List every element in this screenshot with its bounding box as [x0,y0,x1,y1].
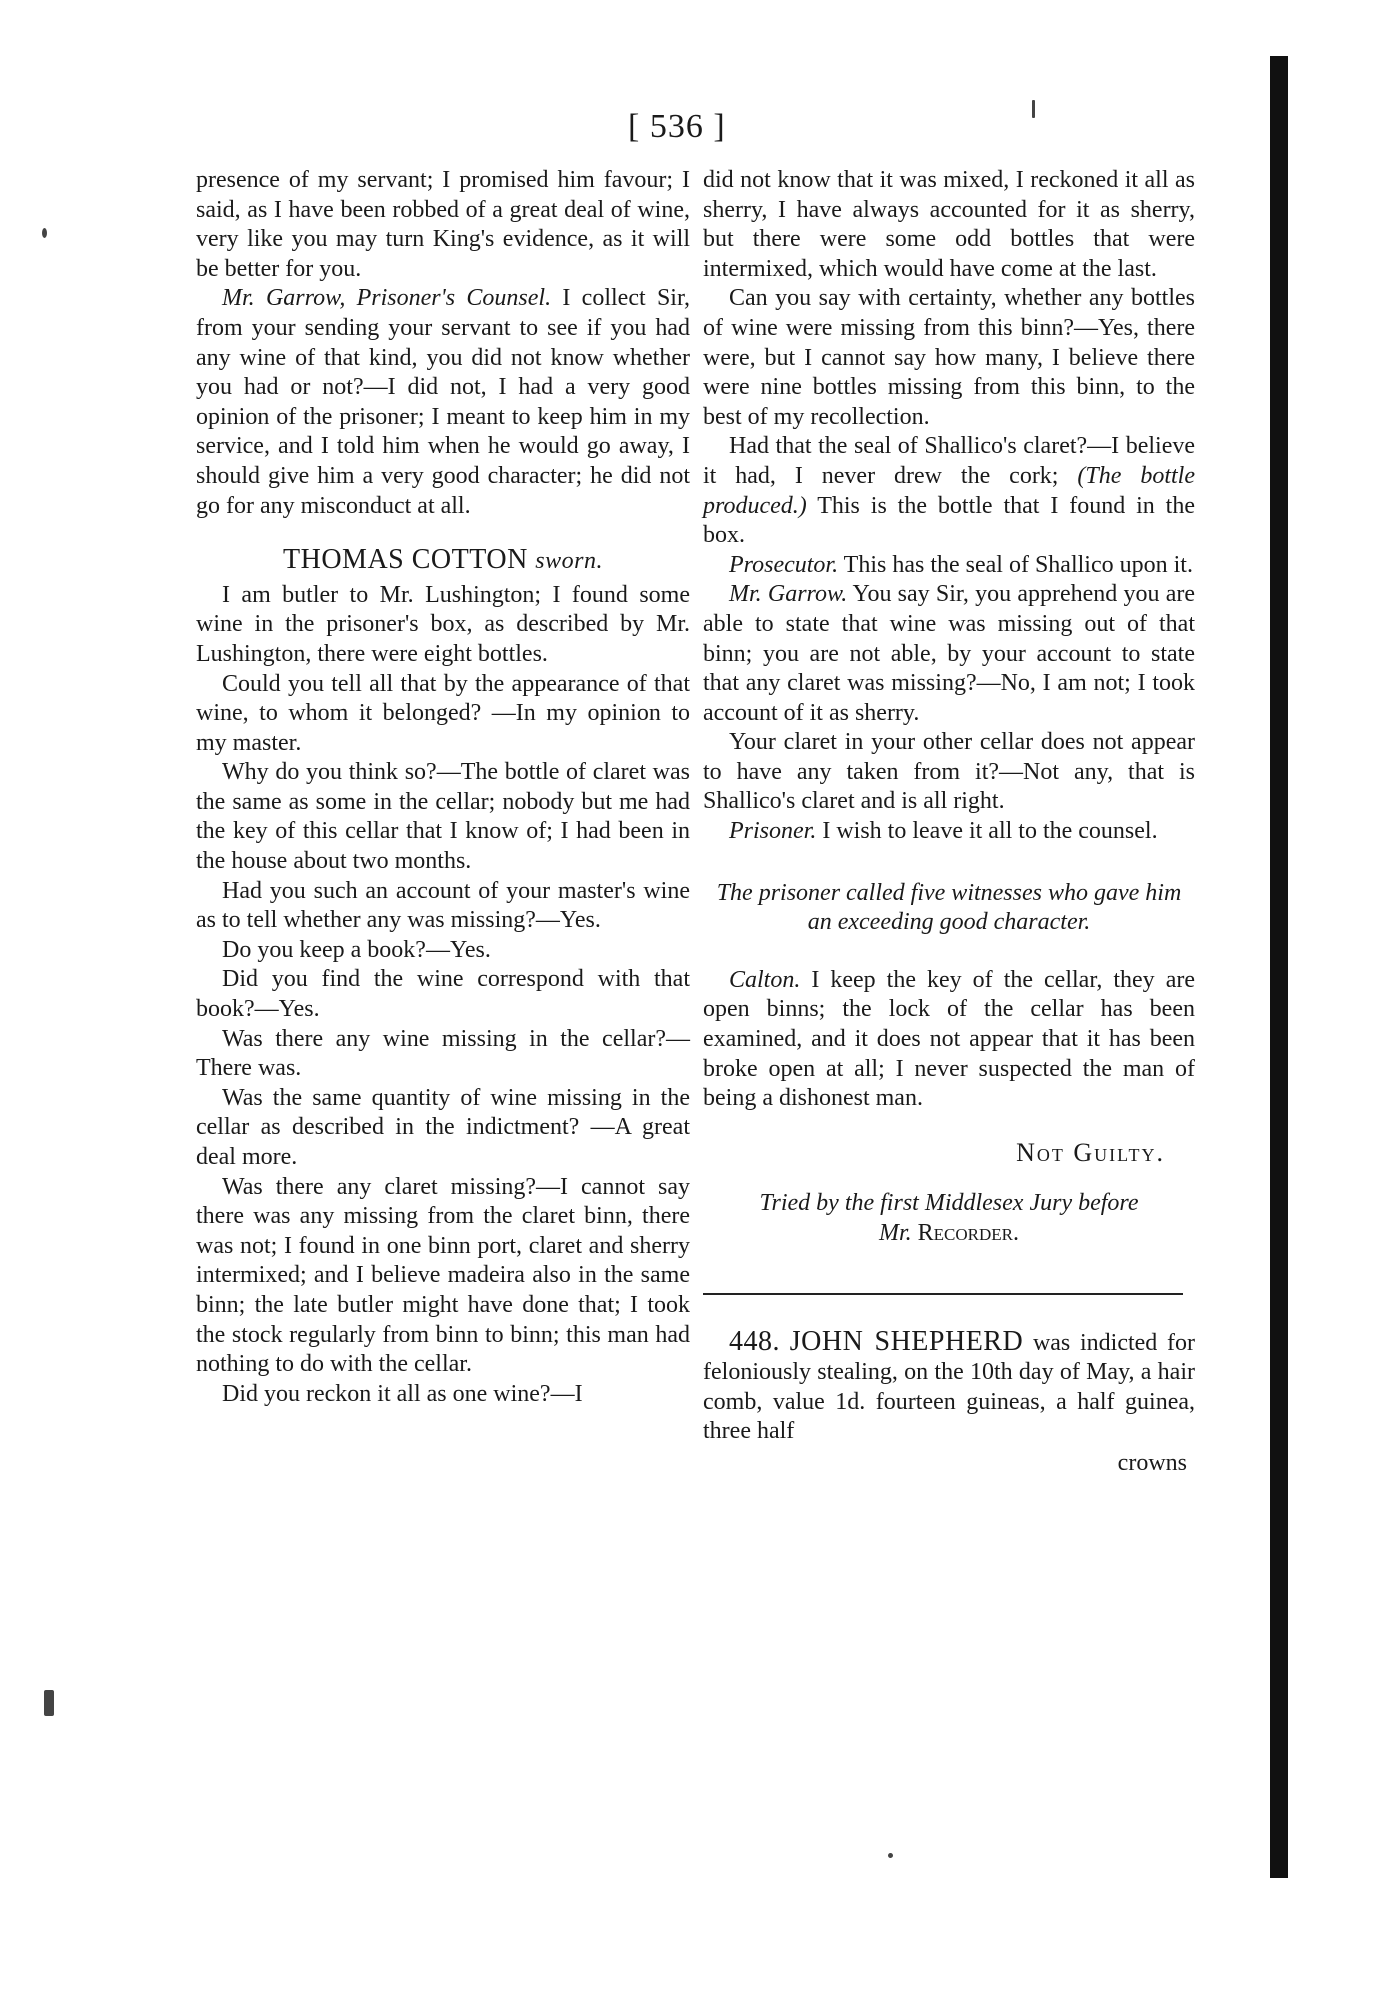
paragraph: Was there any wine missing in the cellar?—There was. [196,1025,690,1082]
case-paragraph [703,1327,1195,1447]
witness-heading [196,545,690,577]
paragraph [703,966,1195,1114]
left-column [196,166,690,1409]
sworn-label: sworn. [535,548,603,575]
paragraph-text: was indicted for feloniously stealing, on the 10th day of May, a hair comb, value 1d. fourteen guineas, a half guinea, three half [703,1329,1196,1445]
speaker-label: Mr. Garrow, Prisoner's Counsel. [222,285,552,312]
paragraph: Can you say with certainty, whether any bottles of wine were missing from this binn?—Yes, there were, but I cannot say how many, I believe there were nine bottles missing from this binn, to the best of my recollection. [703,285,1195,430]
paragraph-text: This is the bottle that I found in the box. [703,492,1195,549]
paragraph: Had you such an account of your master's wine as to tell whether any was missing?—Yes. [196,877,690,934]
witness-name: THOMAS COTTON [283,544,528,576]
recorder: Recorder. [917,1220,1020,1246]
paragraph [703,432,1195,550]
paragraph-text: Had that the seal of Shallico's claret?—I believe it had, I never drew the cork; [703,433,1195,489]
paragraph [703,551,1195,581]
paragraph [703,580,1195,728]
speaker-label: Prisoner. [729,818,817,845]
defendant-name: JOHN SHEPHERD [789,1325,1024,1357]
paragraph: Was there any claret missing?—I cannot say there was any missing from the claret binn, there was not; I found in one binn port, claret and sherry intermixed; and I believe madeira also in the same binn; the late butler might have done that; I took the stock regularly from binn to binn; this man had nothing to do with the cellar. [196,1173,690,1378]
paragraph: presence of my servant; I promised him favour; I said, as I have been robbed of a great deal of wine, very like you may turn King's evidence, as it will be better for you. [196,167,690,282]
paragraph: Your claret in your other cellar does not appear to have any taken from it?—Not any, that is Shallico's claret and is all right. [703,729,1195,815]
ink-speck [888,1853,893,1858]
paragraph-text: I collect Sir, from your sending your servant to see if you had any wine of that kind, you did not know whether you had or not?—I did not, I had a very good opinion of the prisoner; I meant to keep him in my service, and I told him when he would go away, I should give him a very good character; he did not go for any misconduct at all. [196,285,690,519]
paragraph: Why do you think so?—The bottle of claret was the same as some in the cellar; nobody but me had the key of this cellar that I know of; I had been in the house about two months. [196,759,690,875]
witness-note: The prisoner called five witnesses who gave him an exceeding good character. [716,879,1182,936]
paragraph-text: I wish to leave it all to the counsel. [816,818,1158,845]
paragraph: Did you find the wine correspond with that book?—Yes. [196,966,690,1023]
right-column [703,166,1195,1479]
paragraph: Do you keep a book?—Yes. [222,936,491,963]
section-divider [703,1293,1183,1295]
verdict: Not Guilty. [1016,1137,1165,1167]
speaker-label: Mr. Garrow. [729,581,848,608]
paragraph-text: I keep the key of the cellar, they are open binns; the lock of the cellar has been examined, and it does not appear that it has been broke open at all; I never suspected the man of being a dishonest man. [703,966,1195,1112]
paragraph: Could you tell all that by the appearance of that wine, to whom it belonged? —In my opinion to my master. [196,670,690,756]
paragraph [703,817,1195,847]
paragraph: Was the same quantity of wine missing in the cellar as described in the indictment? —A great deal more. [196,1084,690,1170]
ink-speck [1032,100,1035,118]
paragraph-text: You say Sir, you apprehend you are able to state that wine was missing out of that binn; you are not able, by your account to state that any claret was missing?—No, I am not; I took account of it as sherry. [703,581,1195,726]
ink-speck [44,1690,54,1716]
case-number: 448. [729,1325,780,1357]
speaker-label: Calton. [729,966,801,993]
page-number: [ 536 ] [628,108,726,145]
page-edge-shadow [1270,56,1288,1878]
paragraph: I am butler to Mr. Lushington; I found some wine in the prisoner's box, as described by Mr. Lushington, there were eight bottles. [196,581,690,667]
speaker-label: Prosecutor. [729,551,839,578]
paragraph [196,284,690,521]
catchword: crowns [1117,1449,1187,1476]
stage-direction: (The bottle produced.) [703,462,1196,519]
paragraph: did not know that it was mixed, I reckoned it all as sherry, I have always accounted for it as sherry, but there were some odd bottles that were intermixed, which would have come at the last. [703,167,1195,282]
tried-mr: Mr. [878,1220,912,1246]
tried-text: Tried by the first Middlesex Jury before [759,1190,1139,1217]
paragraph-text: This has the seal of Shallico upon it. [838,551,1193,578]
paragraph: Did you reckon it all as one wine?—I [222,1380,583,1407]
tried-by-line [703,1189,1195,1248]
ink-speck [42,228,47,238]
